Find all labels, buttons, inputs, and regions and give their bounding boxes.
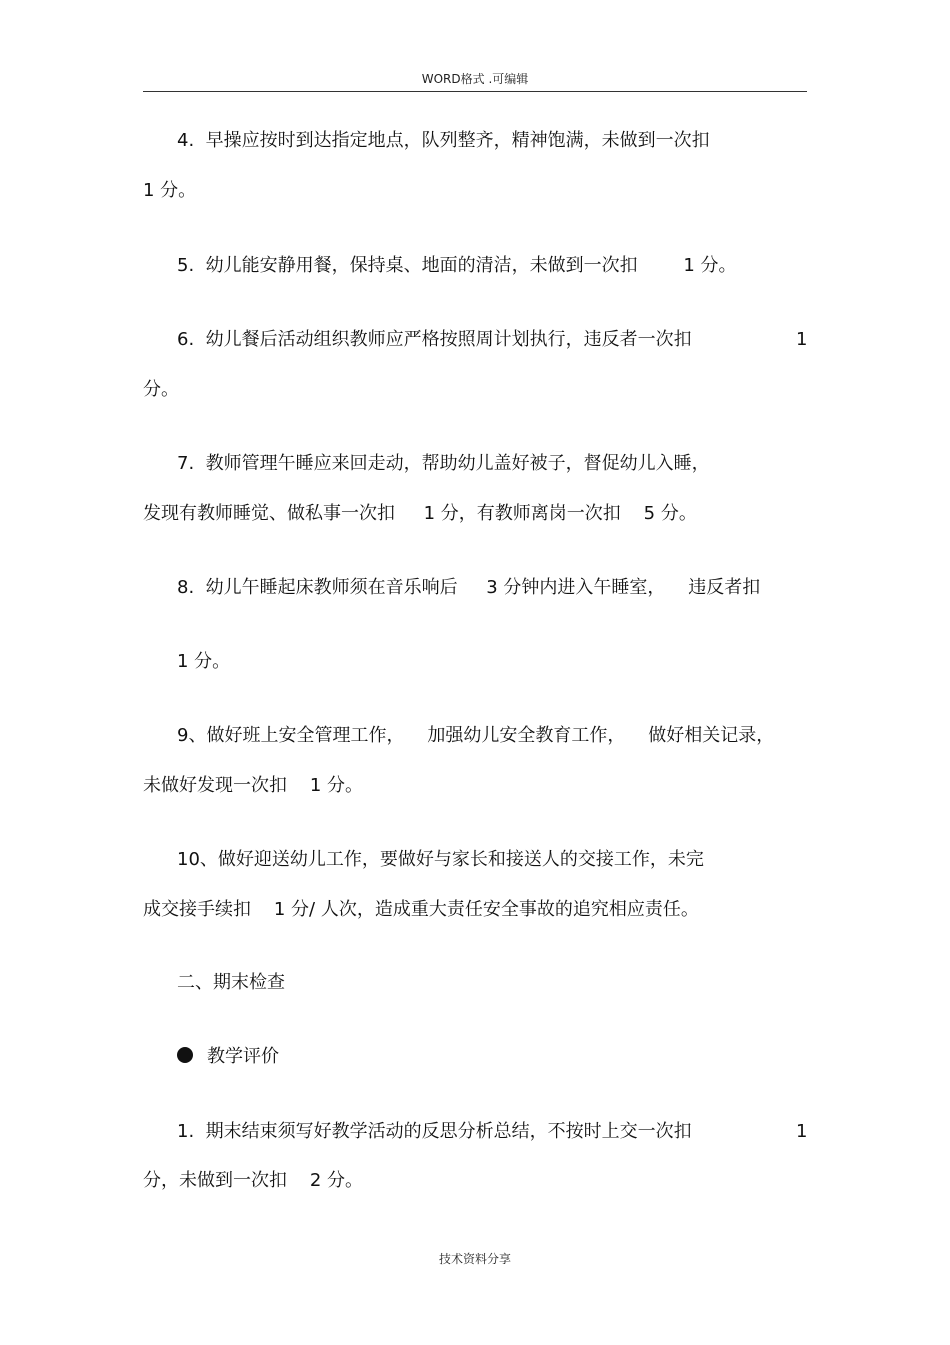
eval-item-1-cont: 分，未做到一次扣 2 分。 <box>143 1170 364 1191</box>
bullet-icon <box>177 1047 193 1063</box>
rule-item-5: 5. 幼儿能安静用餐，保持桌、地面的清洁，未做到一次扣 1 分。 <box>177 255 737 276</box>
bullet-heading <box>177 1045 279 1069</box>
rule-item-6-cont: 分。 <box>143 379 179 400</box>
rule-item-10: 10、做好迎送幼儿工作，要做好与家长和接送人的交接工作，未完 <box>177 849 704 870</box>
page-footer: 技术资料分享 <box>438 1252 511 1266</box>
section-heading: 二、期末检查 <box>177 972 285 993</box>
rule-item-10-cont: 成交接手续扣 1 分/ 人次，造成重大责任安全事故的追究相应责任。 <box>143 899 699 920</box>
rule-item-7-cont: 发现有教师睡觉、做私事一次扣 1 分，有教师离岗一次扣 5 分。 <box>143 503 697 524</box>
bullet-heading-label: 教学评价 <box>207 1046 279 1067</box>
rule-item-4: 4. 早操应按时到达指定地点，队列整齐，精神饱满，未做到一次扣 <box>177 130 710 151</box>
rule-item-9: 9、做好班上安全管理工作， 加强幼儿安全教育工作， 做好相关记录， <box>177 725 775 746</box>
rule-item-7: 7. 教师管理午睡应来回走动，帮助幼儿盖好被子，督促幼儿入睡， <box>177 453 710 474</box>
eval-item-1-number: 1 <box>796 1121 808 1142</box>
rule-item-8-cont: 1 分。 <box>177 651 231 672</box>
rule-item-8: 8. 幼儿午睡起床教师须在音乐响后 3 分钟内进入午睡室， 违反者扣 <box>177 577 761 598</box>
rule-item-6: 6. 幼儿餐后活动组织教师应严格按照周计划执行，违反者一次扣 <box>177 329 692 350</box>
rule-item-4-cont: 1 分。 <box>143 180 197 201</box>
rule-item-6-number: 1 <box>796 329 808 350</box>
eval-item-1: 1. 期末结束须写好教学活动的反思分析总结，不按时上交一次扣 <box>177 1121 692 1142</box>
rule-item-9-cont: 未做好发现一次扣 1 分。 <box>143 775 364 796</box>
page-header: WORD格式 .可编辑 <box>421 72 529 86</box>
header-divider <box>143 91 807 92</box>
